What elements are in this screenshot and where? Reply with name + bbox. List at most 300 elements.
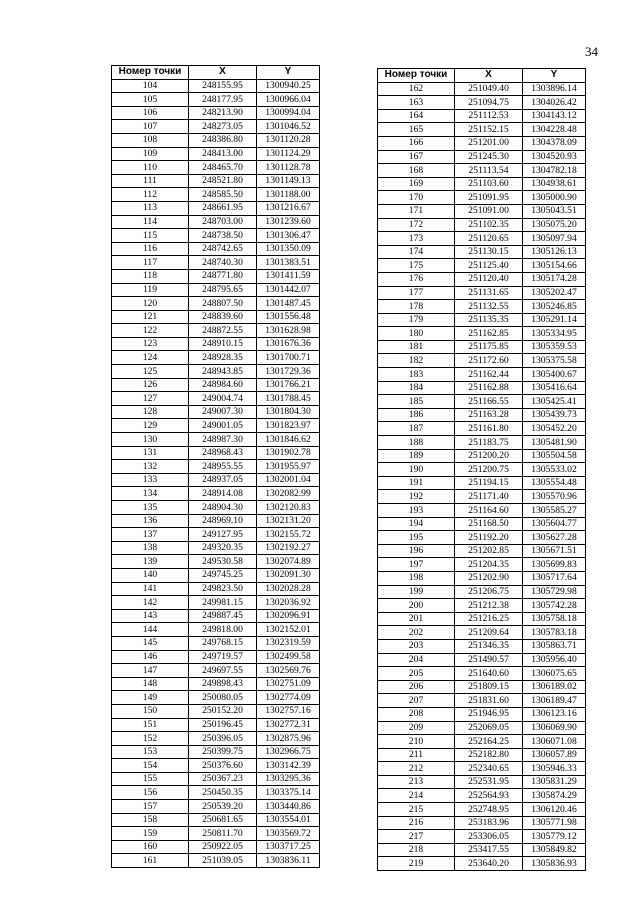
cell-point-number: 108	[112, 133, 189, 147]
table-row	[112, 161, 320, 175]
table-row	[378, 599, 586, 613]
cell-x: 251206.75	[455, 585, 523, 599]
cell-point-number: 148	[112, 677, 189, 691]
table-row	[112, 405, 320, 419]
cell-x: 249823.50	[189, 582, 257, 596]
cell-point-number: 167	[378, 150, 455, 164]
cell-point-number: 179	[378, 313, 455, 327]
cell-x: 248155.95	[189, 79, 257, 93]
cell-x: 248661.95	[189, 201, 257, 215]
table-row	[378, 857, 586, 871]
cell-y: 1301120.28	[257, 133, 320, 147]
table-row	[112, 568, 320, 582]
cell-y: 1305554.48	[523, 476, 586, 490]
cell-point-number: 116	[112, 242, 189, 256]
cell-y: 1306123.16	[523, 707, 586, 721]
cell-y: 1301128.78	[257, 161, 320, 175]
cell-point-number: 137	[112, 528, 189, 542]
cell-y: 1301729.36	[257, 365, 320, 379]
table-row	[378, 381, 586, 395]
coordinates-table-right	[377, 68, 586, 871]
table-row	[112, 704, 320, 718]
cell-y: 1302757.16	[257, 704, 320, 718]
table-row	[378, 626, 586, 640]
table-row	[112, 636, 320, 650]
table-row	[112, 732, 320, 746]
cell-point-number: 201	[378, 612, 455, 626]
cell-point-number: 185	[378, 395, 455, 409]
table-row	[112, 433, 320, 447]
cell-x: 251183.75	[455, 436, 523, 450]
cell-x: 248273.05	[189, 120, 257, 134]
cell-point-number: 162	[378, 82, 455, 96]
cell-point-number: 170	[378, 191, 455, 205]
cell-y: 1306069.90	[523, 721, 586, 735]
cell-y: 1303440.86	[257, 800, 320, 814]
cell-y: 1302074.89	[257, 555, 320, 569]
cell-y: 1301766.21	[257, 378, 320, 392]
cell-y: 1302028.28	[257, 582, 320, 596]
table-row	[112, 813, 320, 827]
table-row	[378, 490, 586, 504]
table-row	[112, 120, 320, 134]
cell-x: 248984.60	[189, 378, 257, 392]
table-row	[112, 473, 320, 487]
cell-point-number: 197	[378, 558, 455, 572]
table-row	[112, 147, 320, 161]
cell-y: 1301442.07	[257, 283, 320, 297]
table-row	[378, 150, 586, 164]
cell-point-number: 190	[378, 463, 455, 477]
cell-x: 251946.95	[455, 707, 523, 721]
cell-y: 1301239.60	[257, 215, 320, 229]
cell-point-number: 136	[112, 514, 189, 528]
cell-point-number: 155	[112, 772, 189, 786]
cell-point-number: 217	[378, 830, 455, 844]
cell-y: 1305956.40	[523, 653, 586, 667]
cell-y: 1305849.82	[523, 843, 586, 857]
cell-x: 250811.70	[189, 827, 257, 841]
cell-y: 1302152.01	[257, 623, 320, 637]
page-number: 34	[585, 44, 598, 59]
cell-y: 1305043.51	[523, 204, 586, 218]
cell-x: 252564.93	[455, 789, 523, 803]
cell-point-number: 122	[112, 324, 189, 338]
cell-y: 1303375.14	[257, 786, 320, 800]
cell-y: 1302001.04	[257, 473, 320, 487]
cell-y: 1302192.27	[257, 541, 320, 555]
table-row	[378, 82, 586, 96]
cell-point-number: 194	[378, 517, 455, 531]
cell-y: 1305742.28	[523, 599, 586, 613]
cell-y: 1305771.98	[523, 816, 586, 830]
cell-y: 1304378.09	[523, 136, 586, 150]
cell-point-number: 186	[378, 408, 455, 422]
cell-y: 1301383.51	[257, 256, 320, 270]
cell-y: 1301556.48	[257, 310, 320, 324]
cell-y: 1301350.09	[257, 242, 320, 256]
cell-point-number: 131	[112, 446, 189, 460]
table-row	[378, 544, 586, 558]
cell-x: 248465.70	[189, 161, 257, 175]
table-row	[112, 786, 320, 800]
cell-point-number: 189	[378, 449, 455, 463]
cell-x: 248928.35	[189, 351, 257, 365]
cell-point-number: 180	[378, 327, 455, 341]
cell-point-number: 141	[112, 582, 189, 596]
table-row	[112, 460, 320, 474]
cell-x: 248937.05	[189, 473, 257, 487]
cell-point-number: 213	[378, 775, 455, 789]
cell-point-number: 106	[112, 106, 189, 120]
cell-y: 1301046.52	[257, 120, 320, 134]
cell-point-number: 176	[378, 272, 455, 286]
table-row	[378, 667, 586, 681]
cell-y: 1305425.41	[523, 395, 586, 409]
table-row	[112, 297, 320, 311]
table-row	[378, 748, 586, 762]
cell-point-number: 205	[378, 667, 455, 681]
cell-y: 1305946.33	[523, 762, 586, 776]
cell-point-number: 218	[378, 843, 455, 857]
cell-x: 248742.65	[189, 242, 257, 256]
cell-y: 1305481.90	[523, 436, 586, 450]
cell-point-number: 151	[112, 718, 189, 732]
cell-point-number: 159	[112, 827, 189, 841]
table-row	[378, 531, 586, 545]
cell-point-number: 199	[378, 585, 455, 599]
cell-x: 249004.74	[189, 392, 257, 406]
cell-x: 248585.50	[189, 188, 257, 202]
cell-point-number: 152	[112, 732, 189, 746]
cell-y: 1305779.12	[523, 830, 586, 844]
cell-y: 1301788.45	[257, 392, 320, 406]
cell-y: 1301676.36	[257, 337, 320, 351]
cell-point-number: 154	[112, 759, 189, 773]
cell-y: 1302036.92	[257, 596, 320, 610]
cell-y: 1305400.67	[523, 368, 586, 382]
table-row	[112, 854, 320, 868]
table-row	[378, 449, 586, 463]
cell-point-number: 175	[378, 259, 455, 273]
table-row	[378, 653, 586, 667]
cell-point-number: 207	[378, 694, 455, 708]
cell-x: 248968.43	[189, 446, 257, 460]
cell-y: 1301149.13	[257, 174, 320, 188]
cell-x: 248213.90	[189, 106, 257, 120]
table-row	[112, 242, 320, 256]
cell-point-number: 219	[378, 857, 455, 871]
table-row	[378, 327, 586, 341]
cell-y: 1305836.93	[523, 857, 586, 871]
cell-x: 251131.65	[455, 286, 523, 300]
cell-y: 1302082.99	[257, 487, 320, 501]
cell-point-number: 178	[378, 300, 455, 314]
cell-point-number: 140	[112, 568, 189, 582]
table-row	[378, 422, 586, 436]
cell-y: 1306189.47	[523, 694, 586, 708]
cell-y: 1305874.29	[523, 789, 586, 803]
cell-point-number: 147	[112, 664, 189, 678]
cell-point-number: 192	[378, 490, 455, 504]
cell-y: 1305717.64	[523, 571, 586, 585]
cell-y: 1304026.42	[523, 96, 586, 110]
cell-x: 248987.30	[189, 433, 257, 447]
cell-x: 251166.55	[455, 395, 523, 409]
cell-x: 248386.80	[189, 133, 257, 147]
header-point-number: Номер точки	[112, 66, 189, 80]
cell-point-number: 193	[378, 504, 455, 518]
table-row	[112, 623, 320, 637]
cell-point-number: 126	[112, 378, 189, 392]
cell-point-number: 196	[378, 544, 455, 558]
cell-point-number: 153	[112, 745, 189, 759]
cell-point-number: 133	[112, 473, 189, 487]
table-row	[378, 721, 586, 735]
cell-y: 1300966.04	[257, 93, 320, 107]
cell-point-number: 107	[112, 120, 189, 134]
cell-y: 1306189.02	[523, 680, 586, 694]
table-row	[378, 571, 586, 585]
cell-point-number: 174	[378, 245, 455, 259]
cell-x: 249887.45	[189, 609, 257, 623]
cell-point-number: 168	[378, 164, 455, 178]
table-row	[378, 762, 586, 776]
cell-y: 1305174.28	[523, 272, 586, 286]
cell-x: 253417.55	[455, 843, 523, 857]
cell-x: 251163.28	[455, 408, 523, 422]
cell-point-number: 204	[378, 653, 455, 667]
table-row	[112, 514, 320, 528]
cell-x: 251809.15	[455, 680, 523, 694]
table-row	[378, 775, 586, 789]
cell-y: 1304143.12	[523, 109, 586, 123]
table-row	[378, 123, 586, 137]
cell-x: 251132.55	[455, 300, 523, 314]
cell-x: 249007.30	[189, 405, 257, 419]
cell-y: 1305570.96	[523, 490, 586, 504]
cell-y: 1302774.09	[257, 691, 320, 705]
cell-y: 1302772.31	[257, 718, 320, 732]
cell-x: 248839.60	[189, 310, 257, 324]
cell-x: 248795.65	[189, 283, 257, 297]
table-row	[378, 245, 586, 259]
table-row	[378, 816, 586, 830]
cell-x: 253306.05	[455, 830, 523, 844]
cell-point-number: 200	[378, 599, 455, 613]
cell-point-number: 144	[112, 623, 189, 637]
cell-x: 252069.05	[455, 721, 523, 735]
table-row	[112, 718, 320, 732]
cell-point-number: 165	[378, 123, 455, 137]
table-row	[378, 164, 586, 178]
cell-x: 248943.85	[189, 365, 257, 379]
cell-x: 248703.00	[189, 215, 257, 229]
table-row	[112, 745, 320, 759]
cell-x: 251172.60	[455, 354, 523, 368]
table-row	[378, 639, 586, 653]
table-row	[112, 677, 320, 691]
cell-x: 249697.55	[189, 664, 257, 678]
cell-point-number: 117	[112, 256, 189, 270]
cell-point-number: 206	[378, 680, 455, 694]
cell-y: 1305334.95	[523, 327, 586, 341]
cell-x: 250196.45	[189, 718, 257, 732]
cell-x: 249001.05	[189, 419, 257, 433]
cell-point-number: 209	[378, 721, 455, 735]
header-y: Y	[257, 66, 320, 80]
table-row	[112, 310, 320, 324]
cell-point-number: 105	[112, 93, 189, 107]
cell-point-number: 109	[112, 147, 189, 161]
cell-y: 1300994.04	[257, 106, 320, 120]
cell-y: 1301823.97	[257, 419, 320, 433]
cell-x: 249745.25	[189, 568, 257, 582]
cell-x: 248738.50	[189, 229, 257, 243]
cell-x: 248413.00	[189, 147, 257, 161]
table-row	[378, 286, 586, 300]
cell-point-number: 110	[112, 161, 189, 175]
cell-x: 253183.96	[455, 816, 523, 830]
cell-y: 1305075.20	[523, 218, 586, 232]
cell-y: 1301216.67	[257, 201, 320, 215]
cell-point-number: 123	[112, 337, 189, 351]
cell-point-number: 158	[112, 813, 189, 827]
cell-y: 1302569.76	[257, 664, 320, 678]
cell-point-number: 149	[112, 691, 189, 705]
cell-x: 251204.35	[455, 558, 523, 572]
cell-x: 251130.15	[455, 245, 523, 259]
cell-y: 1304228.48	[523, 123, 586, 137]
cell-point-number: 164	[378, 109, 455, 123]
table-row	[378, 830, 586, 844]
cell-x: 249818.00	[189, 623, 257, 637]
cell-x: 251192.20	[455, 531, 523, 545]
cell-x: 251245.30	[455, 150, 523, 164]
cell-x: 248904.30	[189, 501, 257, 515]
cell-x: 250450.35	[189, 786, 257, 800]
table-row	[112, 759, 320, 773]
cell-point-number: 202	[378, 626, 455, 640]
table-row	[378, 694, 586, 708]
cell-y: 1303142.39	[257, 759, 320, 773]
cell-point-number: 211	[378, 748, 455, 762]
cell-point-number: 156	[112, 786, 189, 800]
cell-x: 248914.08	[189, 487, 257, 501]
table-row	[378, 585, 586, 599]
cell-y: 1305000.90	[523, 191, 586, 205]
cell-y: 1305439.73	[523, 408, 586, 422]
cell-x: 251094.75	[455, 96, 523, 110]
cell-y: 1305627.28	[523, 531, 586, 545]
cell-point-number: 181	[378, 340, 455, 354]
table-row	[378, 300, 586, 314]
table-row	[112, 324, 320, 338]
table-row	[112, 229, 320, 243]
cell-x: 252748.95	[455, 803, 523, 817]
cell-point-number: 129	[112, 419, 189, 433]
cell-y: 1305097.94	[523, 232, 586, 246]
cell-point-number: 177	[378, 286, 455, 300]
table-row	[112, 664, 320, 678]
cell-point-number: 160	[112, 840, 189, 854]
cell-y: 1304938.61	[523, 177, 586, 191]
table-row	[112, 528, 320, 542]
cell-x: 251175.85	[455, 340, 523, 354]
header-y: Y	[523, 69, 586, 83]
table-row	[378, 136, 586, 150]
table-row	[378, 368, 586, 382]
cell-y: 1300940.25	[257, 79, 320, 93]
table-row	[112, 79, 320, 93]
cell-point-number: 128	[112, 405, 189, 419]
cell-y: 1305863.71	[523, 639, 586, 653]
table-row	[112, 378, 320, 392]
cell-x: 249530.58	[189, 555, 257, 569]
table-row	[378, 354, 586, 368]
table-row	[112, 201, 320, 215]
cell-y: 1305831.29	[523, 775, 586, 789]
cell-y: 1302131.20	[257, 514, 320, 528]
cell-x: 252164.25	[455, 735, 523, 749]
cell-point-number: 198	[378, 571, 455, 585]
table-row	[378, 463, 586, 477]
table-row	[112, 827, 320, 841]
cell-y: 1301902.78	[257, 446, 320, 460]
table-row	[378, 96, 586, 110]
cell-x: 251162.44	[455, 368, 523, 382]
table-row	[378, 558, 586, 572]
cell-x: 251161.80	[455, 422, 523, 436]
cell-y: 1301188.00	[257, 188, 320, 202]
cell-y: 1302096.91	[257, 609, 320, 623]
cell-x: 251120.65	[455, 232, 523, 246]
cell-x: 250376.60	[189, 759, 257, 773]
cell-point-number: 187	[378, 422, 455, 436]
cell-x: 249719.57	[189, 650, 257, 664]
cell-x: 251102.35	[455, 218, 523, 232]
cell-x: 251346.35	[455, 639, 523, 653]
table-row	[112, 501, 320, 515]
table-row	[112, 650, 320, 664]
cell-y: 1306075.65	[523, 667, 586, 681]
table-row	[378, 177, 586, 191]
cell-y: 1302091.30	[257, 568, 320, 582]
cell-x: 252340.65	[455, 762, 523, 776]
cell-y: 1301955.97	[257, 460, 320, 474]
cell-x: 251049.40	[455, 82, 523, 96]
cell-y: 1302751.09	[257, 677, 320, 691]
cell-point-number: 163	[378, 96, 455, 110]
cell-x: 251490.57	[455, 653, 523, 667]
cell-y: 1301846.62	[257, 433, 320, 447]
cell-point-number: 215	[378, 803, 455, 817]
table-row	[378, 803, 586, 817]
cell-y: 1301804.30	[257, 405, 320, 419]
cell-y: 1301411.59	[257, 269, 320, 283]
table-row	[112, 174, 320, 188]
cell-x: 248521.80	[189, 174, 257, 188]
cell-x: 250367.23	[189, 772, 257, 786]
cell-x: 250681.65	[189, 813, 257, 827]
cell-x: 251209.64	[455, 626, 523, 640]
cell-point-number: 188	[378, 436, 455, 450]
table-row	[378, 191, 586, 205]
cell-x: 249898.43	[189, 677, 257, 691]
cell-x: 248807.50	[189, 297, 257, 311]
table-row	[112, 365, 320, 379]
cell-point-number: 121	[112, 310, 189, 324]
